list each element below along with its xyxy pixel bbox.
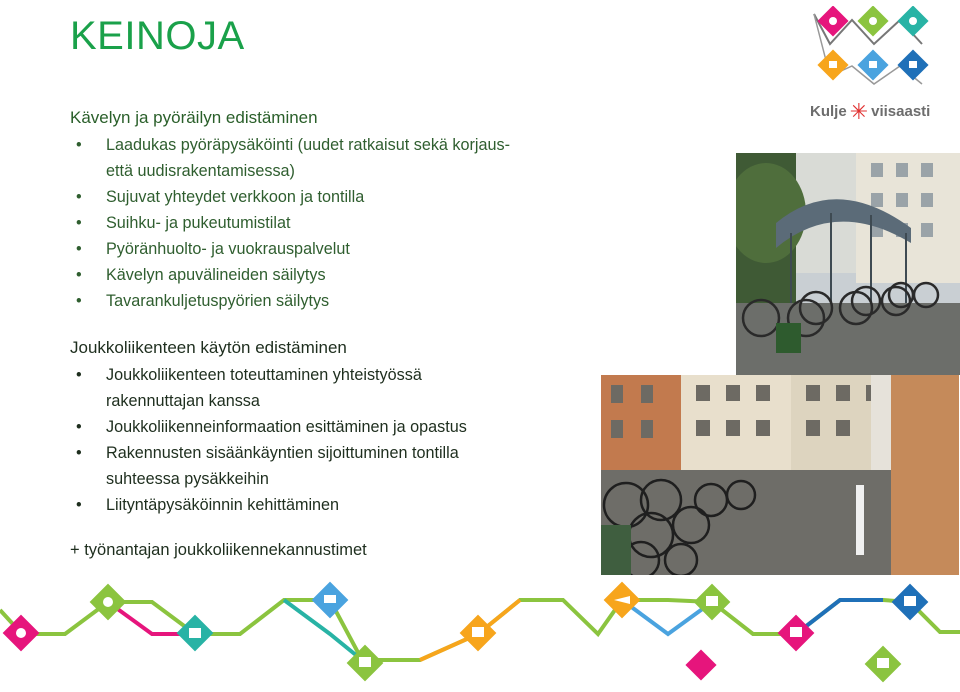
list-item: • Tavarankuljetuspyörien säilytys (70, 288, 590, 314)
list-item: • Joukkoliikenteen toteuttaminen yhteistyössä rakennuttajan kanssa (70, 362, 590, 414)
list-item: • Liityntäpysäköinnin kehittäminen (70, 492, 590, 518)
brand-text (810, 96, 930, 122)
courtyard-bike-parking-photo (601, 375, 959, 575)
section-heading-walking-cycling: Kävelyn ja pyöräilyn edistäminen (70, 108, 318, 127)
brand-star-icon: ✳ (849, 99, 869, 124)
list-item: • Joukkoliikenneinformaation esittäminen ja opastus (70, 414, 590, 440)
kulje-viisaasti-logo (812, 6, 942, 96)
bike-shelter-photo (736, 153, 960, 375)
public-transport-list (70, 362, 590, 518)
employer-incentives-note: + työnantajan joukkoliikennekannustimet (70, 541, 367, 559)
brand-left: Kulje (810, 103, 847, 120)
list-item: • Laadukas pyöräpysäköinti (uudet ratkaisut sekä korjaus- että uudisrakentamisessa) (70, 132, 590, 184)
ribbon-icons (3, 582, 929, 683)
list-item: • Rakennusten sisäänkäyntien sijoittuminen tontilla suhteessa pysäkkeihin (70, 440, 590, 492)
node-icon (685, 649, 716, 680)
transport-icon-ribbon (0, 572, 960, 692)
list-item: • Kävelyn apuvälineiden säilytys (70, 262, 590, 288)
slide-title: KEINOJA (70, 14, 245, 58)
brand-right: viisaasti (871, 103, 931, 120)
list-item: • Suihku- ja pukeutumistilat (70, 210, 590, 236)
section-heading-public-transport: Joukkoliikenteen käytön edistäminen (70, 338, 347, 357)
walking-cycling-list (70, 132, 590, 314)
list-item: • Pyöränhuolto- ja vuokrauspalvelut (70, 236, 590, 262)
list-item: • Sujuvat yhteydet verkkoon ja tontilla (70, 184, 590, 210)
